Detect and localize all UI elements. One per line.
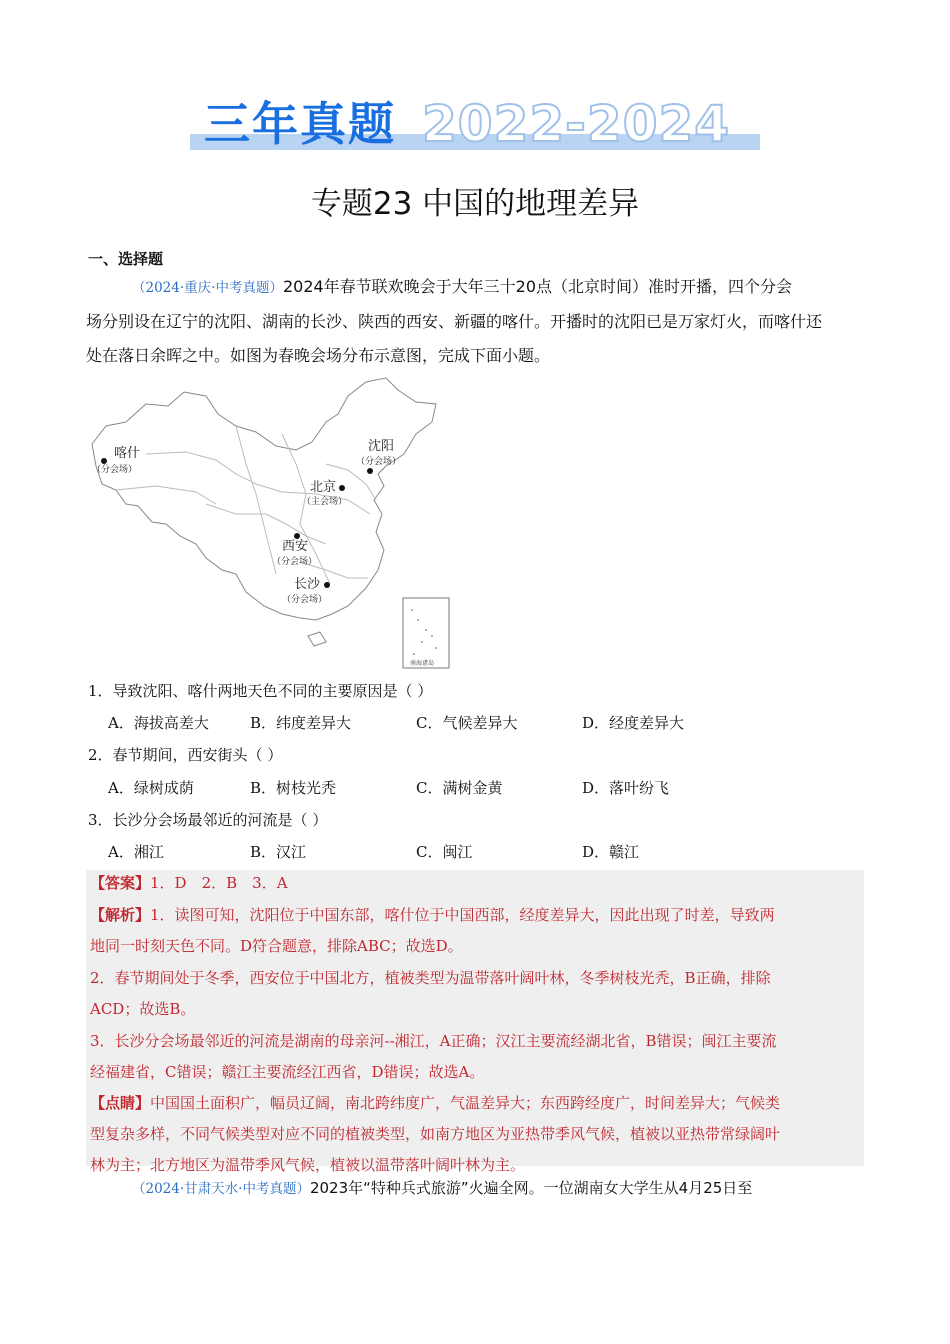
source-tag: （2024·重庆·中考真题） (132, 280, 283, 296)
answer-line (90, 868, 860, 899)
city-label-shenyang: 沈阳 (368, 439, 395, 454)
city-label-xian: 西安 (282, 539, 309, 554)
banner-years: 2022-2024 (422, 95, 731, 153)
analysis-line-6: 经福建省，C错误；赣江主要流经江西省，D错误；故选A。 (90, 1063, 485, 1081)
q1-option-b: B．纬度差异大 (250, 714, 352, 732)
banner-title: 三年真题 (204, 97, 396, 151)
question-3: 3．长沙分会场最邻近的河流是（ ） (88, 811, 328, 829)
analysis-text-1: 1．读图可知，沈阳位于中国东部，喀什位于中国西部，经度差异大，因此出现了时差，导致两 (150, 906, 775, 924)
intro-line-2: 场分别设在辽宁的沈阳、湖南的长沙、陕西的西安、新疆的喀什。开播时的沈阳已是万家灯火，而喀什还 (86, 312, 823, 331)
city-sub-beijing: （主会场） (302, 497, 348, 507)
q2-option-d: D．落叶纷飞 (582, 779, 670, 797)
city-sub-xian: （分会场） (272, 557, 318, 567)
comment-text-1: 中国国土面积广，幅员辽阔，南北跨纬度广，气温差异大；东西跨经度广，时间差异大；气候类 (150, 1094, 781, 1112)
south-sea-inset (403, 598, 449, 668)
question-1: 1．导致沈阳、喀什两地天色不同的主要原因是（ ） (88, 682, 433, 700)
analysis-line-1 (90, 900, 860, 931)
comment-line-3: 林为主；北方地区为温带季风气候，植被以温带落叶阔叶林为主。 (90, 1156, 526, 1174)
comment-line-2: 型复杂多样，不同气候类型对应不同的植被类型，如南方地区为亚热带季风气候，植被以亚热带常绿阔叶 (90, 1125, 781, 1143)
city-dot-changsha (324, 582, 330, 588)
next-source-tag: （2024·甘肃天水·中考真题） (132, 1181, 310, 1197)
analysis-line-2: 地同一时刻天色不同。D符合题意，排除ABC；故选D。 (90, 937, 463, 955)
analysis-tag: 【解析】 (90, 906, 151, 924)
answer-text: 1．D 2．B 3．A (150, 874, 288, 892)
city-sub-kashi: （分会场） (92, 465, 138, 475)
answer-tag: 【答案】 (90, 874, 151, 892)
intro-paragraph (86, 270, 866, 373)
q3-option-a: A．湘江 (108, 843, 164, 861)
q3-option-c: C．闽江 (416, 843, 473, 861)
intro-line-1: 2024年春节联欢晚会于大年三十20点（北京时间）准时开播，四个分会 (282, 277, 793, 296)
city-sub-changsha: （分会场） (282, 595, 328, 605)
q2-option-b: B．树枝光秃 (250, 779, 337, 797)
intro-line-3: 处在落日余晖之中。如图为春晚会场分布示意图，完成下面小题。 (86, 346, 551, 365)
q2-option-c: C．满树金黄 (416, 779, 503, 797)
comment-tag: 【点睛】 (90, 1094, 151, 1112)
city-sub-shenyang: （分会场） (356, 457, 402, 467)
city-label-beijing: 北京 (310, 480, 337, 495)
next-question-intro (86, 1177, 886, 1198)
q2-option-a: A．绿树成荫 (108, 779, 194, 797)
china-map (86, 374, 452, 672)
q1-option-a: A．海拔高差大 (108, 714, 209, 732)
header-banner (190, 96, 760, 156)
next-intro-text: 2023年“特种兵式旅游”火遍全网。一位湖南女大学生从4月25日至 (309, 1179, 753, 1197)
q3-option-d: D．赣江 (582, 843, 640, 861)
document-title: 专题23 中国的地理差异 (310, 186, 640, 222)
city-label-changsha: 长沙 (294, 577, 321, 592)
city-dot-beijing (339, 485, 345, 491)
city-dot-shenyang (367, 468, 373, 474)
q1-option-d: D．经度差异大 (582, 714, 685, 732)
q3-option-b: B．汉江 (250, 843, 307, 861)
analysis-line-4: ACD；故选B。 (90, 1000, 196, 1018)
q1-option-c: C．气候差异大 (416, 714, 518, 732)
inset-label: 南海诸岛 (409, 660, 435, 667)
city-label-kashi: 喀什 (114, 446, 141, 461)
comment-line-1 (90, 1088, 860, 1119)
section-heading: 一、选择题 (88, 250, 164, 268)
analysis-line-3: 2．春节期间处于冬季，西安位于中国北方，植被类型为温带落叶阔叶林，冬季树枝光秃，B正确，排除 (90, 969, 771, 987)
map-illustration (86, 374, 452, 672)
city-dot-kashi (101, 458, 107, 464)
question-2: 2．春节期间，西安街头（ ） (88, 746, 283, 764)
analysis-line-5: 3．长沙分会场最邻近的河流是湖南的母亲河--湘江，A正确；汉江主要流经湖北省，B错误；闽江主要流 (90, 1032, 777, 1050)
